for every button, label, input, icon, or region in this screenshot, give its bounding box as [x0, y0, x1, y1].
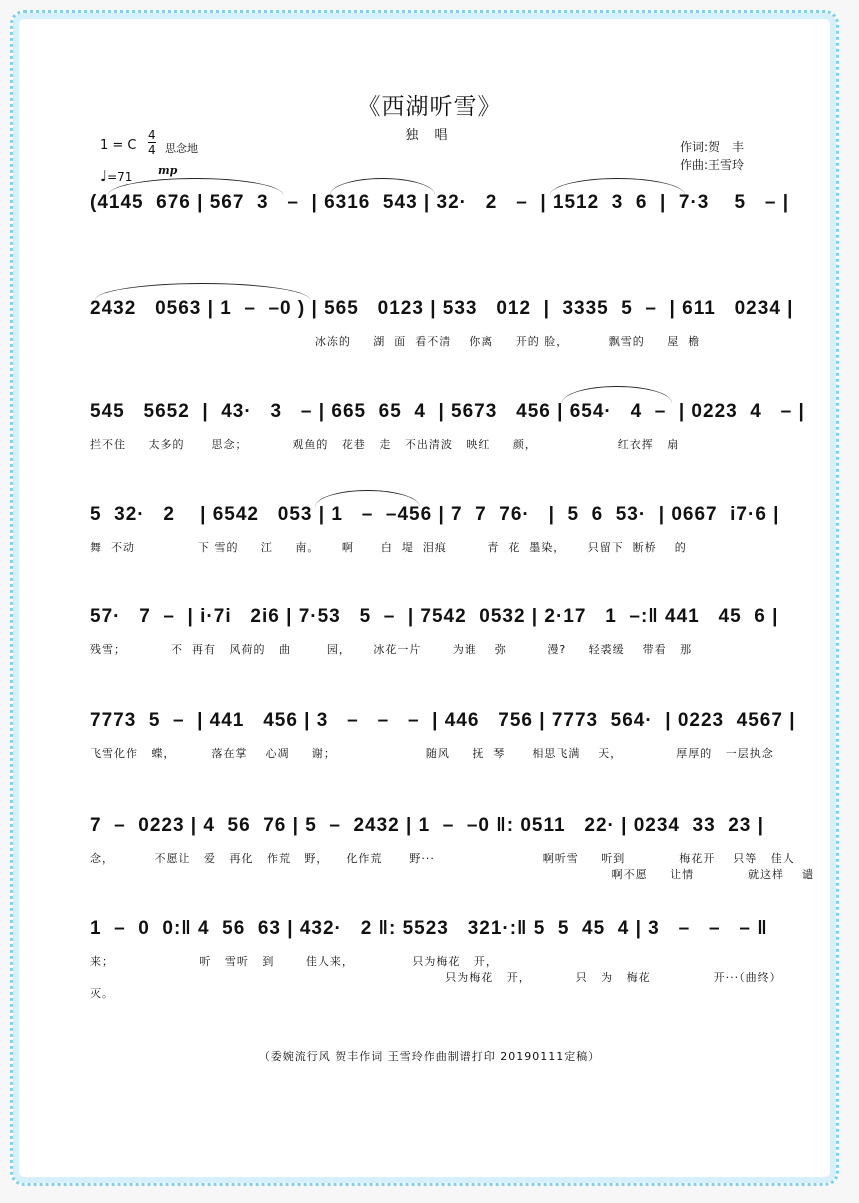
footer-note: （委婉流行风 贺丰作词 王雪玲作曲制谱打印 20190111定稿）: [258, 1050, 601, 1063]
notation-line: 2432 0563 | 1 – –0 ) | 565 0123 | 533 012 | 3335 5 – | 611 0234 |: [90, 298, 794, 319]
lyric-line: 舞 不动 下 雪的 江 南。 啊 白 堤 泪痕 青 花 墨染， 只留下 断桥 的: [90, 541, 687, 554]
dynamic-mark: mp: [158, 164, 178, 177]
lyric-line: 冰冻的 湖 面 看不清 你离 开的 脸， 飘雪的 屋 檐: [90, 335, 701, 348]
lyric-line: 飞雪化作 蝶， 落在掌 心凋 谢； 随风 抚 琴 相思飞满 天， 厚厚的 一层执念: [90, 747, 774, 760]
score-line-5: [90, 606, 790, 658]
tempo-mark: [100, 167, 132, 185]
notation-line: 7773 5 – | 441 456 | 3 – – – | 446 756 | 7773 564· | 0223 4567 |: [90, 710, 796, 731]
lyric-line: 残雪； 不 再有 风荷的 曲 园， 冰花一片 为谁 弥 漫? 轻裘缓 带看 那: [90, 643, 693, 656]
score-line-1: [90, 192, 790, 228]
score-line-8: [90, 918, 790, 1002]
lyric-line: 念， 不愿让 爱 再化 作荒 野， 化作荒 野··· 啊听雪 听到 梅花开 只等 佳人 啊不愿 让情 就这样: [90, 852, 795, 881]
lyric-line: 拦不住 太多的 思念； 观鱼的 花巷 走 不出清波 映红 颜， 红衣挥 扇: [90, 438, 680, 451]
expression-mark: 思念地: [165, 142, 198, 155]
notation-line: 7 – 0223 | 4 56 76 | 5 – 2432 | 1 – –0 ‖: 0511 22· | 0234 33 23 |: [90, 815, 764, 836]
song-title: 《西湖听雪》: [357, 94, 502, 120]
notation-line: 5 32· 2 | 6542 053 | 1 – –456 | 7 7 76· | 5 6 53· | 0667 i7·6 |: [90, 504, 780, 525]
notation-line: 57· 7 – | i·7i 2i6 | 7·53 5 – | 7542 0532 | 2·17 1 –:‖ 441 45 6 |: [90, 606, 779, 627]
tempo-value: =71: [107, 170, 133, 184]
time-signature-bottom: 4: [148, 143, 156, 157]
lyricist: 作词:贺 丰: [680, 140, 745, 154]
composer: 作曲:王雪玲: [680, 158, 745, 172]
lyric-line: 来； 听 雪听 到 佳人来， 只为梅花 开， 只为梅花 开， 只 为 梅花 开···（曲终） 灭。: [90, 955, 782, 1000]
song-subtitle: 独 唱: [405, 128, 454, 143]
time-signature-top: 4: [148, 128, 156, 142]
score-line-7: [90, 815, 795, 883]
notation-line: 1 – 0 0:‖ 4 56 63 | 432· 2 ‖: 5523 321·:‖ 5 5 45 4 | 3 – – – ‖: [90, 918, 768, 939]
credits: [680, 138, 744, 174]
key-signature: 1 = C: [100, 138, 137, 153]
time-signature: [148, 128, 156, 157]
score-line-6: [90, 710, 796, 762]
score-line-2: [90, 298, 794, 350]
score-line-4: [90, 504, 790, 556]
score-line-3: [90, 401, 805, 453]
notation-line: (4145 676 | 567 3 – | 6316 543 | 32· 2 – | 1512 3 6 | 7·3 5 – |: [90, 192, 790, 213]
notation-line: 545 5652 | 43· 3 – | 665 65 4 | 5673 456 | 654· 4 – | 0223 4 – |: [90, 401, 805, 422]
quarter-note-icon: ♩: [100, 167, 108, 185]
